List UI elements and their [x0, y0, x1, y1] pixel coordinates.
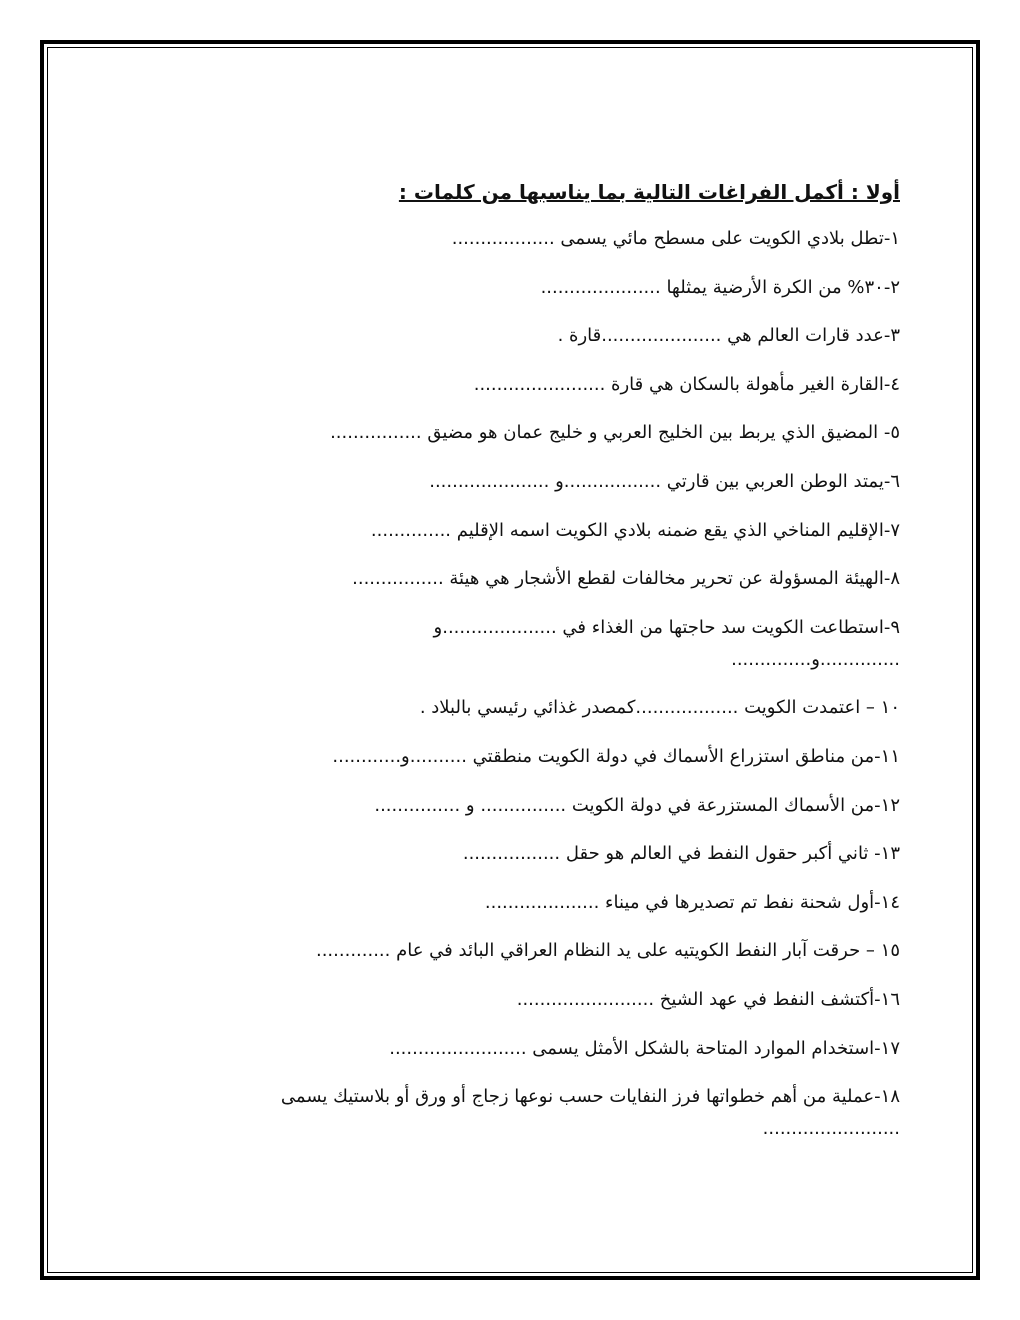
question-11: ١١-من مناطق استزراع الأسماك في دولة الكويت منطقتي ..........و............: [332, 745, 900, 767]
question-10: ١٠ – اعتمدت الكويت ..................كمصدر غذائي رئيسي بالبلاد .: [419, 697, 900, 719]
question-1: ١-تطل بلادي الكويت على مسطح مائي يسمى ..................: [451, 228, 900, 249]
section-title: أولا : أكمل الفراغات التالية بما يناسبها من كلمات :: [398, 180, 900, 204]
question-9-line-2: ..............و..............: [731, 648, 900, 670]
question-list: [170, 228, 900, 1167]
question-9-line-1: ٩-استطاعت الكويت سد حاجتها من الغذاء في ....................و: [433, 616, 900, 638]
question-8: ٨-الهيئة المسؤولة عن تحرير مخالفات لقطع الأشجار هي هيئة ................: [352, 568, 900, 590]
question-18-line-1: ١٨-عملية من أهم خطواتها فرز النفايات حسب نوعها زجاج أو ورق أو بلاستيك يسمى: [280, 1086, 900, 1108]
question-18: [170, 1086, 900, 1142]
question-16: ١٦-أكتشف النفط في عهد الشيخ ........................: [516, 988, 900, 1010]
question-7: ٧-الإقليم المناخي الذي يقع ضمنه بلادي الكويت اسمه الإقليم ..............: [370, 519, 900, 541]
question-12: ١٢-من الأسماك المستزرعة في دولة الكويت ............... و ...............: [374, 794, 900, 816]
question-18-line-2: ........................: [762, 1118, 900, 1140]
question-4: ٤-القارة الغير مأهولة بالسكان هي قارة .......................: [473, 373, 900, 395]
question-9: [170, 617, 900, 673]
question-15: ١٥ – حرقت آبار النفط الكويتيه على يد النظام العراقي البائد في عام .............: [315, 940, 900, 962]
question-3: ٣-عدد قارات العالم هي .....................قارة .: [557, 325, 900, 347]
question-13: ١٣- ثاني أكبر حقول النفط في العالم هو حقل .................: [462, 843, 900, 865]
question-6: ٦-يمتد الوطن العربي بين قارتي .................و .....................: [429, 470, 900, 492]
question-17: ١٧-استخدام الموارد المتاحة بالشكل الأمثل يسمى ........................: [389, 1037, 900, 1059]
question-14: ١٤-أول شحنة نفط تم تصديرها في ميناء ....................: [484, 891, 900, 913]
question-5: ٥- المضيق الذي يربط بين الخليج العربي و خليج عمان هو مضيق ................: [330, 422, 900, 444]
question-2: ٢-٣٠% من الكرة الأرضية يمثلها .....................: [540, 276, 900, 298]
